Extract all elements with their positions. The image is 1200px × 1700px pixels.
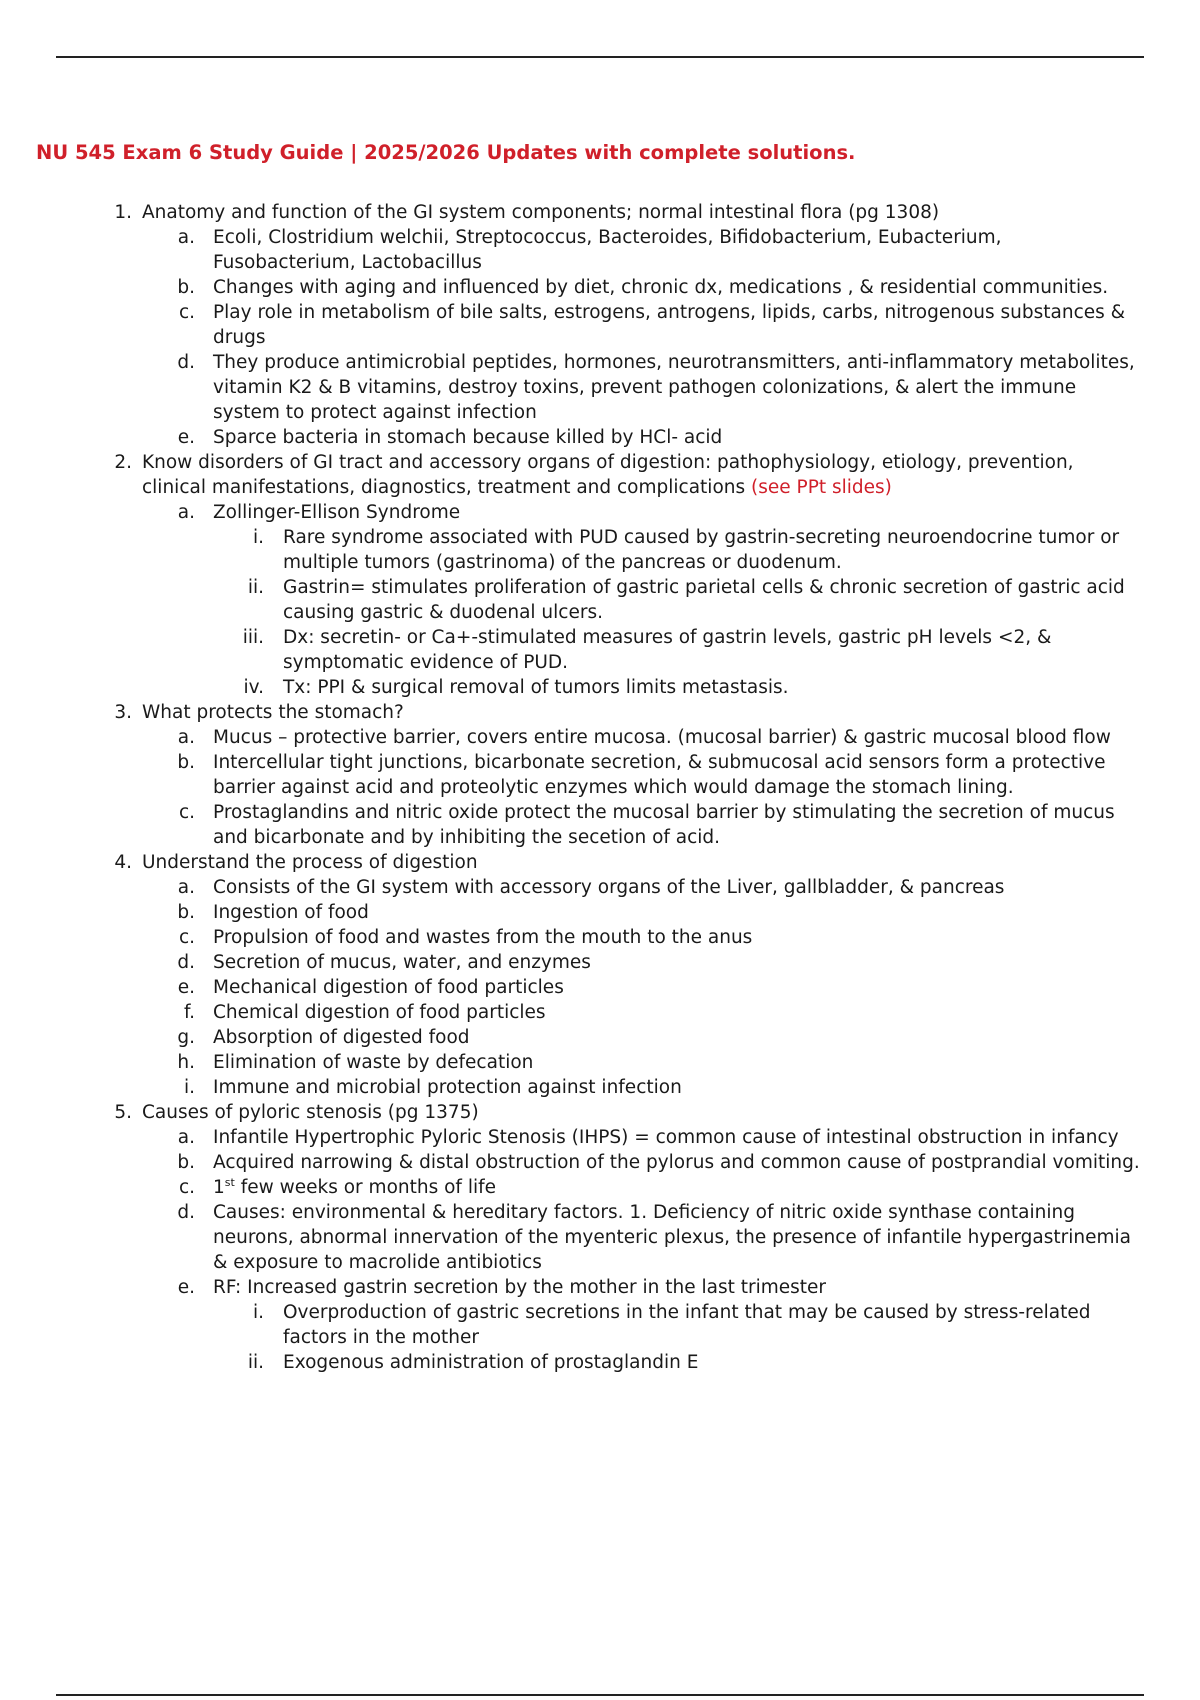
sub-item (0, 1150, 1200, 1175)
sub-item (0, 1275, 1200, 1300)
sub-item (0, 725, 1200, 750)
item-text: Ecoli, Clostridium welchii, Streptococcus, Bacteroides, Bifidobacterium, Eubacterium, Fusobacterium, Lactobacillus (213, 227, 1002, 273)
sub-item (0, 300, 1200, 350)
study-guide-outline (0, 200, 1200, 1375)
list-marker: b. (177, 1152, 195, 1173)
sub-item (0, 1200, 1200, 1275)
list-marker: i. (252, 527, 264, 548)
top-rule (56, 56, 1144, 58)
sub-item (0, 800, 1200, 850)
sub-item (0, 875, 1200, 900)
sub-item (0, 950, 1200, 975)
item-text: Overproduction of gastric secretions in the infant that may be caused by stress-related factors in the mother (283, 1302, 1091, 1348)
sub-item (0, 1125, 1200, 1150)
outline-item-1 (0, 200, 1200, 225)
item-text: Causes: environmental & hereditary factors. 1. Deficiency of nitric oxide synthase containing neurons, abnormal innervation of the myenteric plexus, the presence of infantile hypergastrinemia & exposure to macrolide antibiotics (213, 1202, 1132, 1273)
item-text: Sparce bacteria in stomach because killed by HCl- acid (213, 427, 723, 448)
item-text: Intercellular tight junctions, bicarbonate secretion, & submucosal acid sensors form a protective barrier against acid and proteolytic enzymes which would damage the stomach lining. (213, 752, 1106, 798)
list-marker: d. (177, 352, 195, 373)
item-text: Propulsion of food and wastes from the mouth to the anus (213, 927, 753, 948)
list-marker: d. (177, 952, 195, 973)
item-text: Exogenous administration of prostaglandin E (283, 1352, 699, 1373)
sub-sub-item (0, 675, 1200, 700)
item-text: Changes with aging and influenced by diet, chronic dx, medications , & residential communities. (213, 277, 1109, 298)
list-marker: i. (183, 1077, 195, 1098)
list-marker: e. (177, 1277, 195, 1298)
document-title: NU 545 Exam 6 Study Guide | 2025/2026 Updates with complete solutions. (36, 141, 856, 164)
item-text-continued: few weeks or months of life (234, 1177, 496, 1198)
item-text: Elimination of waste by defecation (213, 1052, 534, 1073)
list-marker: b. (177, 902, 195, 923)
item-text: Ingestion of food (213, 902, 369, 923)
sub-item (0, 975, 1200, 1000)
outline-item-5 (0, 1100, 1200, 1125)
sub-item (0, 275, 1200, 300)
list-marker: g. (177, 1027, 195, 1048)
list-marker: d. (177, 1202, 195, 1223)
item-text: Absorption of digested food (213, 1027, 470, 1048)
list-marker: a. (177, 877, 195, 898)
list-marker: b. (177, 752, 195, 773)
list-marker: a. (177, 227, 195, 248)
list-marker: b. (177, 277, 195, 298)
item-text: Infantile Hypertrophic Pyloric Stenosis (IHPS) = common cause of intestinal obstruction in infancy (213, 1127, 1119, 1148)
outline-item-2 (0, 450, 1200, 500)
item-text: RF: Increased gastrin secretion by the mother in the last trimester (213, 1277, 827, 1298)
sub-sub-item (0, 1300, 1200, 1350)
item-text: Understand the process of digestion (142, 852, 478, 873)
sub-sub-item (0, 625, 1200, 675)
item-text: Zollinger-Ellison Syndrome (213, 502, 461, 523)
outline-item-4 (0, 850, 1200, 875)
list-marker: f. (183, 1002, 195, 1023)
sub-item (0, 500, 1200, 525)
item-text: Acquired narrowing & distal obstruction of the pylorus and common cause of postprandial vomiting. (213, 1152, 1140, 1173)
sub-item (0, 350, 1200, 425)
item-text: They produce antimicrobial peptides, hormones, neurotransmitters, anti-inflammatory metabolites, vitamin K2 & B vitamins, destroy toxins, prevent pathogen colonizations, & alert the immune system to protect against infection (213, 352, 1135, 423)
item-text: Immune and microbial protection against infection (213, 1077, 682, 1098)
item-text: Tx: PPI & surgical removal of tumors limits metastasis. (283, 677, 789, 698)
sub-sub-item (0, 525, 1200, 575)
list-marker: ii. (247, 577, 264, 598)
sub-sub-item (0, 1350, 1200, 1375)
item-text: Rare syndrome associated with PUD caused by gastrin-secreting neuroendocrine tumor or multiple tumors (gastrinoma) of the pancreas or duodenum. (283, 527, 1120, 573)
item-text: 1 (213, 1177, 225, 1198)
list-marker: a. (177, 502, 195, 523)
item-text: Anatomy and function of the GI system components; normal intestinal flora (pg 1308) (142, 202, 940, 223)
list-marker: a. (177, 727, 195, 748)
list-marker: 3. (114, 702, 132, 723)
list-marker: e. (177, 977, 195, 998)
sub-item (0, 925, 1200, 950)
sub-item (0, 900, 1200, 925)
outline-item-3 (0, 700, 1200, 725)
list-marker: e. (177, 427, 195, 448)
list-marker: 1. (114, 202, 132, 223)
item-text: What protects the stomach? (142, 702, 404, 723)
item-text: Play role in metabolism of bile salts, estrogens, antrogens, lipids, carbs, nitrogenous substances & drugs (213, 302, 1126, 348)
list-marker: c. (178, 302, 195, 323)
sub-item (0, 225, 1200, 275)
list-marker: iii. (242, 627, 264, 648)
item-text: Consists of the GI system with accessory organs of the Liver, gallbladder, & pancreas (213, 877, 1005, 898)
item-text: Chemical digestion of food particles (213, 1002, 546, 1023)
sub-item (0, 1025, 1200, 1050)
bottom-rule (56, 1694, 1144, 1696)
sub-item (0, 1000, 1200, 1025)
sub-sub-item (0, 575, 1200, 625)
sub-item (0, 1175, 1200, 1200)
list-marker: c. (178, 927, 195, 948)
list-marker: 4. (114, 852, 132, 873)
list-marker: c. (178, 1177, 195, 1198)
list-marker: i. (252, 1302, 264, 1323)
list-marker: ii. (247, 1352, 264, 1373)
item-text: Prostaglandins and nitric oxide protect the mucosal barrier by stimulating the secretion of mucus and bicarbonate and by inhibiting the secetion of acid. (213, 802, 1115, 848)
item-text: Mechanical digestion of food particles (213, 977, 564, 998)
sub-item (0, 1050, 1200, 1075)
list-marker: 2. (114, 452, 132, 473)
list-marker: iv. (243, 677, 264, 698)
item-text: Mucus – protective barrier, covers entire mucosa. (mucosal barrier) & gastric mucosal blood flow (213, 727, 1111, 748)
sub-item (0, 1075, 1200, 1100)
sub-item (0, 425, 1200, 450)
list-marker: 5. (114, 1102, 132, 1123)
item-text: Dx: secretin- or Ca+-stimulated measures of gastrin levels, gastric pH levels <2, & symptomatic evidence of PUD. (283, 627, 1052, 673)
list-marker: h. (177, 1052, 195, 1073)
list-marker: c. (178, 802, 195, 823)
item-text: Secretion of mucus, water, and enzymes (213, 952, 591, 973)
sub-item (0, 750, 1200, 800)
item-text: Gastrin= stimulates proliferation of gastric parietal cells & chronic secretion of gastric acid causing gastric & duodenal ulcers. (283, 577, 1125, 623)
item-text: Know disorders of GI tract and accessory organs of digestion: pathophysiology, etiology, prevention, clinical manifestations, diagnostics, treatment and complications (142, 452, 1074, 498)
item-text: Causes of pyloric stenosis (pg 1375) (142, 1102, 479, 1123)
slides-note: (see PPt slides) (751, 477, 892, 498)
list-marker: a. (177, 1127, 195, 1148)
superscript: st (224, 1175, 235, 1189)
